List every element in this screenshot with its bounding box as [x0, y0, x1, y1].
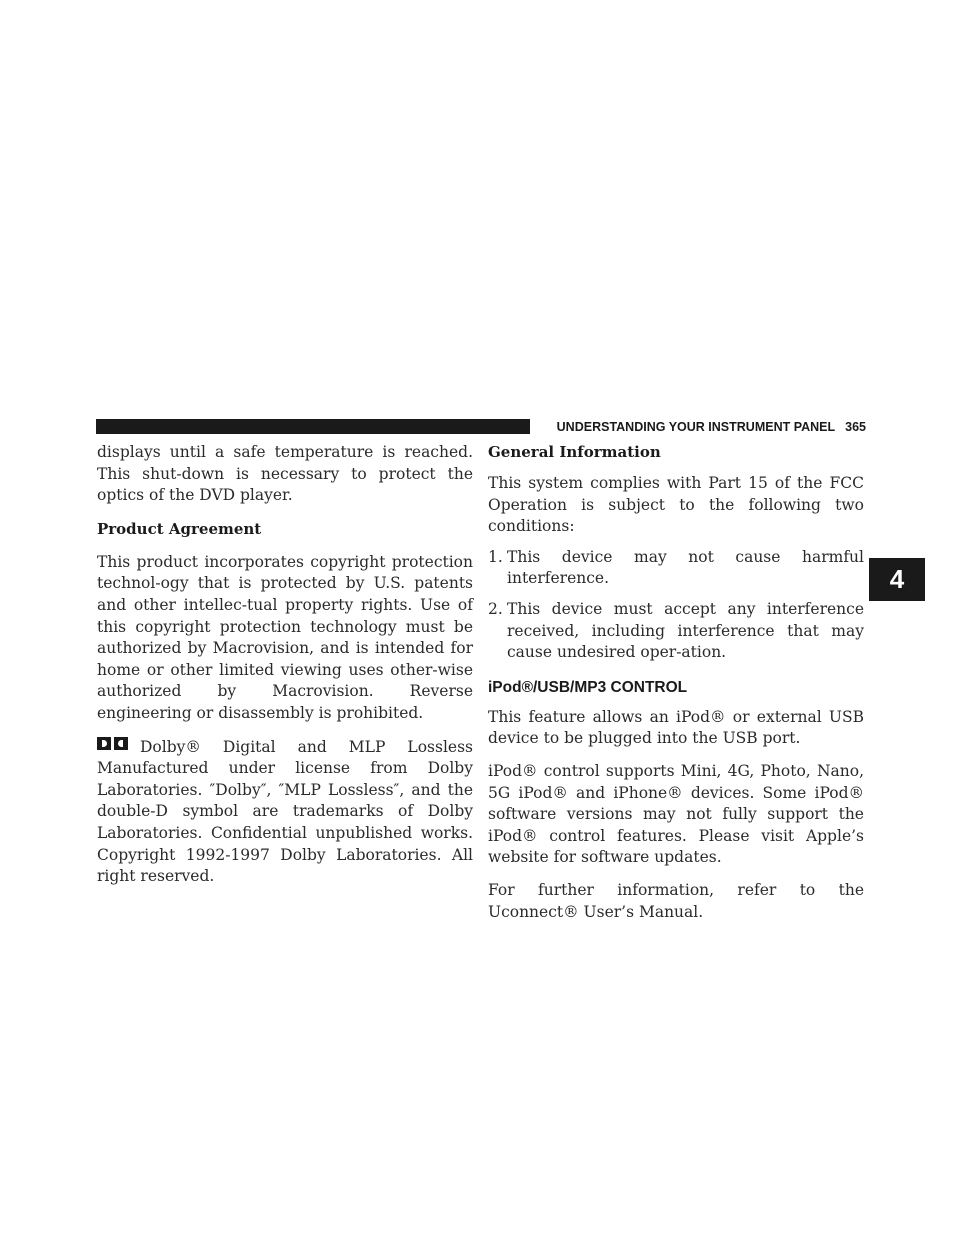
- ipod-section-heading: iPod®/USB/MP3 CONTROL: [488, 678, 688, 696]
- left-column: [97, 442, 473, 888]
- header-rule-bar: [96, 419, 530, 434]
- list-item-text: This device must accept any interference received, including interference that may cause undesired oper-ation.: [507, 599, 864, 662]
- list-item: [488, 599, 864, 664]
- right-column: [488, 442, 864, 923]
- list-item-number: 2.: [488, 599, 503, 618]
- intro-paragraph: displays until a safe temperature is reached. This shut-down is necessary to protect the optics of the DVD player.: [97, 443, 473, 505]
- ipod-paragraph: This feature allows an iPod® or external USB device to be plugged into the USB port.: [488, 707, 864, 748]
- dolby-double-d-icon: [97, 737, 128, 750]
- section-title: UNDERSTANDING YOUR INSTRUMENT PANEL: [556, 420, 836, 434]
- product-agreement-heading: Product Agreement: [97, 519, 262, 538]
- page-number: 365: [845, 420, 866, 434]
- conditions-list: [488, 547, 864, 664]
- ipod-paragraph: iPod® control supports Mini, 4G, Photo, Nano, 5G iPod® and iPhone® devices. Some iPod® software versions may not fully support the iPod® control features. Please visit Apple’s website for software updates.: [488, 761, 864, 867]
- running-header: [538, 418, 866, 436]
- list-item-number: 1.: [488, 547, 503, 566]
- dolby-paragraph: [97, 737, 473, 888]
- dolby-text: Dolby® Digital and MLP Lossless Manufactured under license from Dolby Laboratories. ″Dolby″, ″MLP Lossless″, and the double-D symbol are trademarks of Dolby Laboratories. Confidential unpublished works. Copyright 1992-1997 Dolby Laboratories. All right reserved.: [97, 737, 473, 886]
- general-information-paragraph: This system complies with Part 15 of the FCC Operation is subject to the following two conditions:: [488, 474, 864, 536]
- list-item: [488, 547, 864, 590]
- ipod-paragraph: For further information, refer to the Uconnect® User’s Manual.: [488, 880, 864, 921]
- list-item-text: This device may not cause harmful interference.: [507, 547, 864, 588]
- general-information-heading: General Information: [488, 443, 661, 461]
- chapter-tab: 4: [869, 558, 925, 601]
- product-agreement-paragraph: This product incorporates copyright protection technol-ogy that is protected by U.S. patents and other intellec-tual property rights. Use of this copyright protection technology must be authorized by Macrovision, and is intended for home or other limited viewing uses other-wise authorized by Macrovision. Reverse engineering or disassembly is prohibited.: [97, 552, 473, 722]
